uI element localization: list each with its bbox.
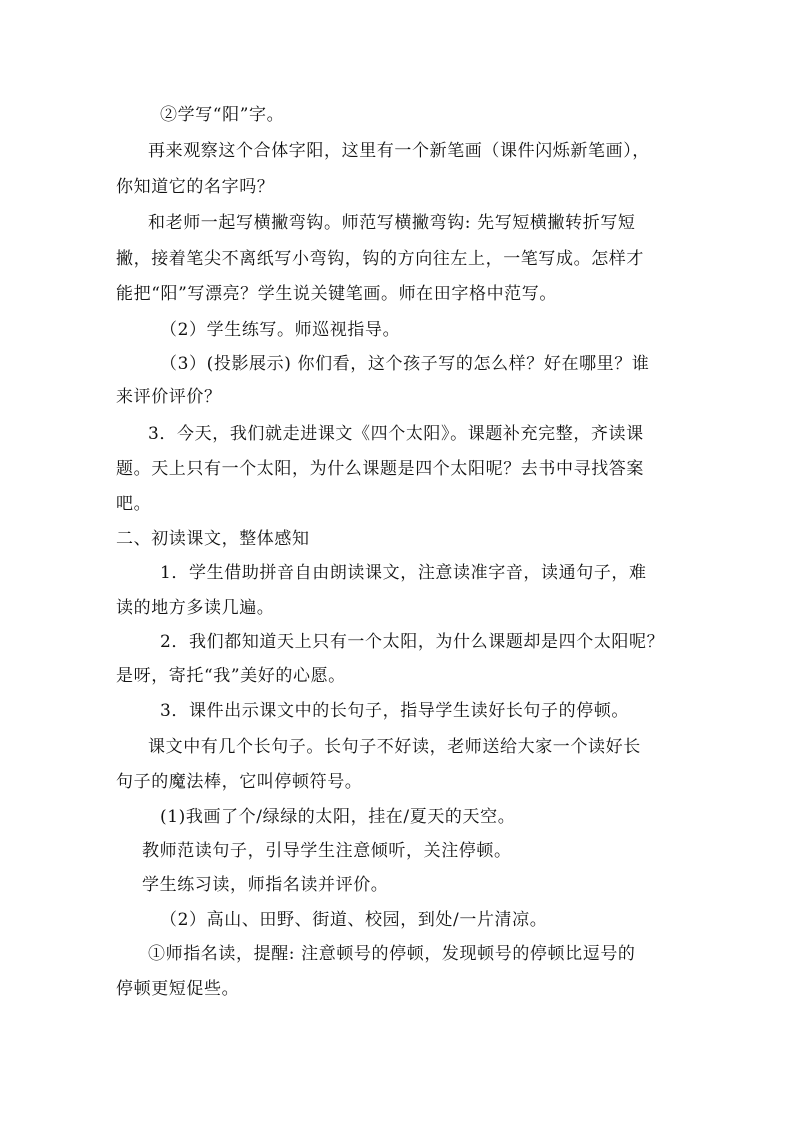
text-line: （2）学生练写。师巡视指导。 <box>160 320 401 340</box>
text-line: 3．课件出示课文中的长句子，指导学生读好长句子的停顿。 <box>160 701 630 721</box>
text-line: 来评价评价？ <box>116 387 222 407</box>
text-line: 1．学生借助拼音自由朗读课文，注意读准字音，读通句子，难 <box>160 563 647 583</box>
text-line: 停顿更短促些。 <box>116 979 240 999</box>
text-line: （3）(投影展示) 你们看，这个孩子写的怎么样？好在哪里？谁 <box>160 354 650 374</box>
text-line: 读的地方多读几遍。 <box>116 598 275 618</box>
text-line: 你知道它的名字吗？ <box>116 177 275 197</box>
text-line: 学生练习读，师指名读并评价。 <box>142 875 389 895</box>
text-line: 是呀，寄托“我”美好的心愿。 <box>116 666 346 686</box>
text-line: 题。天上只有一个太阳，为什么课题是四个太阳呢？去书中寻找答案 <box>116 459 644 479</box>
text-line: 撇，接着笔尖不离纸写小弯钩，钩的方向往左上，一笔写成。怎样才 <box>116 249 644 269</box>
text-line: 再来观察这个合体字阳，这里有一个新笔画（课件闪烁新笔画）， <box>148 141 650 161</box>
section-heading: 二、初读课文，整体感知 <box>116 529 310 549</box>
text-line: ②学写“阳”字。 <box>160 105 285 125</box>
text-line: 2．我们都知道天上只有一个太阳，为什么课题却是四个太阳呢？ <box>160 632 665 652</box>
text-line: 吧。 <box>116 494 152 514</box>
text-line: （2）高山、田野、街道、校园，到处/一片清凉。 <box>160 910 548 930</box>
text-line: 和老师一起写横撇弯钩。师范写横撇弯钩: 先写短横撇转折写短 <box>148 213 636 233</box>
text-line: ①师指名读，提醒: 注意顿号的停顿，发现顿号的停顿比逗号的 <box>148 944 636 964</box>
text-line: 3．今天，我们就走进课文《四个太阳》。课题补充完整，齐读课 <box>148 424 644 444</box>
text-line: 句子的魔法棒，它叫停顿符号。 <box>116 772 363 792</box>
text-line: (1)我画了个/绿绿的太阳，挂在/夏天的天空。 <box>160 807 516 827</box>
text-line: 课文中有几个长句子。长句子不好读，老师送给大家一个读好长 <box>148 737 641 757</box>
text-line: 教师范读句子，引导学生注意倾听，关注停顿。 <box>142 841 512 861</box>
text-line: 能把“阳”写漂亮？学生说关键笔画。师在田字格中范写。 <box>116 284 557 304</box>
